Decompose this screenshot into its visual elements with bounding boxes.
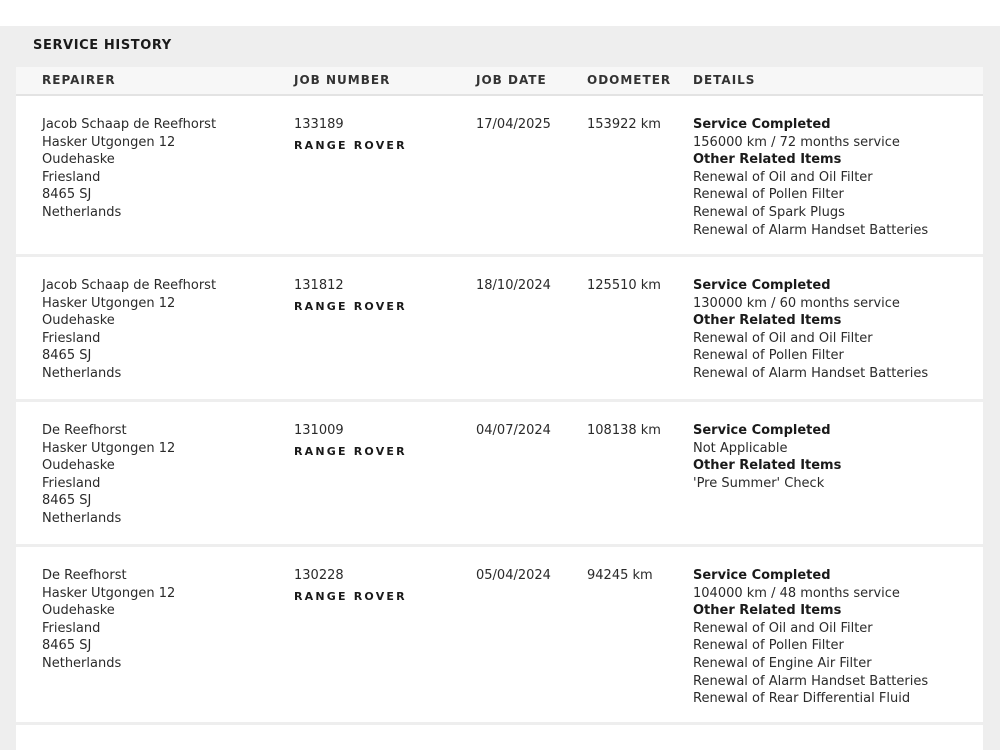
service-completed-heading: Service Completed [693,423,831,438]
job-date: 17/04/2025 [476,117,551,132]
repairer-postcode: 8465 SJ [42,638,92,654]
repairer-street: Hasker Utgongen 12 [42,295,176,311]
repairer-street: Hasker Utgongen 12 [42,440,176,456]
repairer-city: Oudehaske [42,152,115,168]
details-cell [693,422,973,492]
job-number: 133189 [294,117,344,132]
table-row-partial [16,725,983,750]
related-item: Renewal of Pollen Filter [693,187,844,203]
related-item: Renewal of Spark Plugs [693,204,845,220]
repairer-country: Netherlands [42,365,122,381]
repairer-postcode: 8465 SJ [42,187,92,203]
previous-card [16,0,983,25]
repairer-street: Hasker Utgongen 12 [42,585,176,601]
odometer: 94245 km [587,568,653,583]
other-items-heading: Other Related Items [693,458,842,474]
service-history-table [16,67,983,750]
repairer-cell [42,116,282,222]
table-header [16,67,983,96]
service-completed-heading: Service Completed [693,568,831,583]
odometer: 125510 km [587,278,661,293]
repairer-city: Oudehaske [42,458,115,474]
service-completed-value: 130000 km / 60 months service [693,295,900,311]
job-number-cell [294,422,464,460]
related-item: Renewal of Pollen Filter [693,638,844,654]
service-completed-value: 156000 km / 72 months service [693,134,900,150]
other-items-heading: Other Related Items [693,313,842,329]
repairer-name: Jacob Schaap de Reefhorst [42,117,217,132]
repairer-region: Friesland [42,475,101,491]
range-rover-logo: RANGE ROVER [294,589,407,603]
range-rover-logo: RANGE ROVER [294,444,407,458]
repairer-postcode: 8465 SJ [42,493,92,509]
job-number: 131009 [294,423,344,438]
related-item: Renewal of Alarm Handset Batteries [693,222,929,238]
service-completed-value: Not Applicable [693,440,788,456]
repairer-city: Oudehaske [42,603,115,619]
table-row [16,96,983,254]
job-number: 130228 [294,568,344,583]
service-history-panel [0,26,1000,750]
repairer-cell [42,567,282,673]
details-cell [693,277,973,383]
header-job-date: JOB DATE [476,73,547,87]
related-item: Renewal of Oil and Oil Filter [693,330,873,346]
repairer-postcode: 8465 SJ [42,348,92,364]
job-number-cell [294,567,464,605]
job-number-cell [294,277,464,315]
service-completed-value: 104000 km / 48 months service [693,585,900,601]
related-item: Renewal of Pollen Filter [693,348,844,364]
repairer-name: De Reefhorst [42,568,127,583]
job-date: 04/07/2024 [476,423,551,438]
repairer-name: De Reefhorst [42,423,127,438]
table-row [16,547,983,722]
other-items-heading: Other Related Items [693,603,842,619]
related-item: 'Pre Summer' Check [693,475,825,491]
job-number: 131812 [294,278,344,293]
repairer-country: Netherlands [42,204,122,220]
repairer-country: Netherlands [42,510,122,526]
header-repairer: REPAIRER [42,73,116,87]
repairer-name: Jacob Schaap de Reefhorst [42,278,217,293]
job-date: 05/04/2024 [476,568,551,583]
repairer-cell [42,277,282,383]
related-item: Renewal of Rear Differential Fluid [693,691,911,707]
other-items-heading: Other Related Items [693,152,842,168]
job-number-cell [294,116,464,154]
table-row [16,402,983,544]
service-completed-heading: Service Completed [693,117,831,132]
odometer: 153922 km [587,117,661,132]
table-row [16,257,983,399]
repairer-region: Friesland [42,620,101,636]
details-cell [693,116,973,239]
details-cell [693,567,973,708]
related-item: Renewal of Engine Air Filter [693,655,872,671]
repairer-cell [42,422,282,528]
repairer-region: Friesland [42,169,101,185]
section-title: SERVICE HISTORY [33,38,172,53]
service-completed-heading: Service Completed [693,278,831,293]
repairer-street: Hasker Utgongen 12 [42,134,176,150]
header-job-number: JOB NUMBER [294,73,391,87]
related-item: Renewal of Alarm Handset Batteries [693,673,929,689]
odometer: 108138 km [587,423,661,438]
range-rover-logo: RANGE ROVER [294,138,407,152]
related-item: Renewal of Oil and Oil Filter [693,169,873,185]
header-odometer: ODOMETER [587,73,672,87]
repairer-city: Oudehaske [42,313,115,329]
range-rover-logo: RANGE ROVER [294,299,407,313]
related-item: Renewal of Alarm Handset Batteries [693,365,929,381]
related-item: Renewal of Oil and Oil Filter [693,620,873,636]
repairer-country: Netherlands [42,655,122,671]
repairer-region: Friesland [42,330,101,346]
header-details: DETAILS [693,73,756,87]
job-date: 18/10/2024 [476,278,551,293]
